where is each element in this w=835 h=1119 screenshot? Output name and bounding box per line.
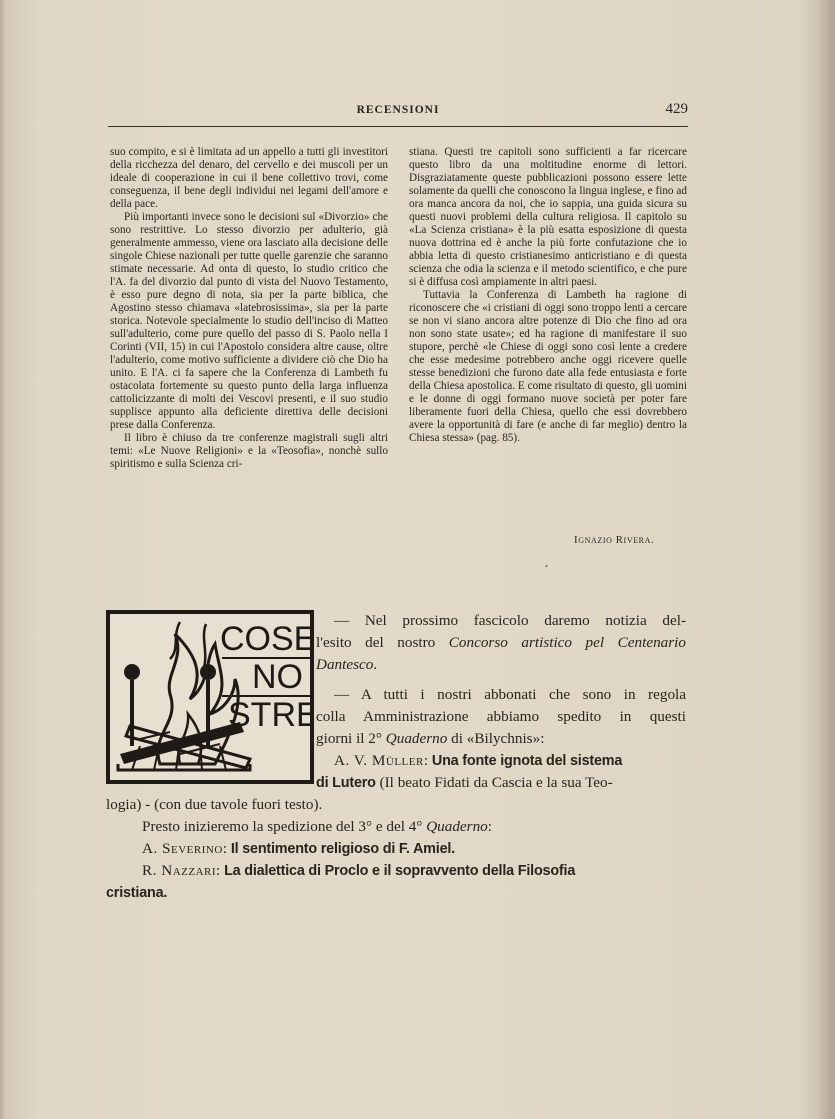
news-line: cristiana. (106, 885, 168, 901)
page-number: 429 (665, 101, 688, 117)
vignette-word-1: COSE (220, 620, 310, 658)
left-column (110, 146, 388, 471)
fire-illustration-icon (110, 614, 310, 780)
news-line: Dantesco. (316, 656, 378, 673)
paragraph: stiana. Questi tre capitoli sono sufficienti a far ricercare questo libro da una moltitudine enorme di lettori. Disgraziatamente queste pubblicazioni possono essere lette solamente da quelli che conoscono la lingua inglese, e fino ad ora manca ancora da noi, che io sappia, una guida sicura su questi nuovi problemi della cultura religiosa. Il capitolo su «La Scienza cristiana» è la più esatta esposizione di questa nuova dottrina ed è anche la più forte confutazione che io abbia letta di questo cristianesimo anticristiano e di questa scienza che odia la scienza e il metodo scientifico, e che pure si è diffusa così ampiamente in altri paesi. (409, 146, 687, 288)
paragraph: suo compito, e si è limitata ad un appello a tutti gli investitori della ricchezza del denaro, del cervello e dei muscoli per un ideale di cooperazione in cui il bene collettivo trovi, come conseguenza, il bene degli individui nei legami dell'amore e della pace. (110, 146, 388, 210)
news-line: di Lutero (Il beato Fidati da Cascia e la sua Teo- (316, 774, 613, 791)
news-line: A. V. Müller: Una fonte ignota del sistema (334, 752, 623, 769)
running-header (108, 101, 688, 124)
news-line: l'esito del nostro Concorso artistico pel Centenario (316, 634, 686, 651)
right-column (409, 146, 687, 445)
page-shadow (817, 0, 835, 1119)
header-title: RECENSIONI (356, 104, 440, 116)
cose-nostre-vignette (106, 610, 314, 784)
vignette-word-3: STRE (228, 696, 310, 734)
news-line: A. Severino: Il sentimento religioso di F. Amiel. (142, 840, 455, 857)
news-line: colla Amministrazione abbiamo spedito in questi (316, 708, 686, 725)
news-line: giorni il 2° Quaderno di «Bilychnis»: (316, 730, 545, 747)
author-signature: Ignazio Rivera. (574, 534, 655, 546)
news-line: Presto inizieremo la spedizione del 3° e del 4° Quaderno: (142, 818, 493, 835)
header-rule (108, 126, 688, 127)
news-line: — A tutti i nostri abbonati che sono in regola (334, 686, 686, 703)
paragraph: Tuttavia la Conferenza di Lambeth ha ragione di riconoscere che «i cristiani di oggi sono troppo lenti a cercare se non vi siano ancora altre potenze di Dio che fino ad ora non sono state usate»; ed ha ragione di manifestare il suo stupore, perchè «le Chiese di oggi sono così lente a credere che esse medesime potrebbero anche oggi ricevere quelle stesse benedizioni che furono date alla fede entusiasta e forte della Chiesa apostolica. E come risultato di questo, gli uomini e le donne di oggi formano nuove società per poter fare liberamente fuori della Chiesa, quello che essi dovrebbero avere la opportunità di fare (e anche di far meglio) dentro la Chiesa stessa» (pag. 85). (409, 289, 687, 444)
paragraph: Più importanti invece sono le decisioni sul «Divorzio» che sono restrittive. Lo stesso divorzio per adulterio, già generalmente ammesso, viene ora lasciato alla decisione delle singole Chiese nazionali per tutte quelle garenzie che saranno stimate necessarie. Ad onta di questo, lo studio critico che l'A. fa del divorzio dal punto di vista del Nuovo Testamento, è esso pure degno di nota, sia per la parte biblica, che Agostino stesso chiamava «latebrosissima», sia per la parte storica. Notevole specialmente lo studio dell'inciso di Matteo sull'adulterio, come pure quello del passo di S. Paolo nella I Corinti (VII, 15) in cui l'Apostolo considera altre cause, oltre l'adulterio, come motivo sufficiente a dividere ciò che Dio ha unito. E l'A. ci fa sapere che la Conferenza di Lambeth fu ostacolata fortemente su questo punto della larga influenza cattolicizzante di molti dei Vescovi presenti, e il suo studio supplisce appunto alla deficiente direttiva delle decisioni prese dalla Conferenza. (110, 211, 388, 431)
news-line: logia) - (con due tavole fuori testo). (106, 796, 323, 813)
vignette-word-2: NO (252, 658, 303, 696)
print-speck: • (545, 562, 548, 571)
paragraph: Il libro è chiuso da tre conferenze magistrali sugli altri temi: «Le Nuove Religioni» e la «Teosofia», nonchè sullo spiritismo e sulla Scienza cri- (110, 432, 388, 470)
news-line: R. Nazzari: La dialettica di Proclo e il sopravvento della Filosofia (142, 862, 576, 879)
news-line: — Nel prossimo fascicolo daremo notizia del- (334, 612, 686, 629)
